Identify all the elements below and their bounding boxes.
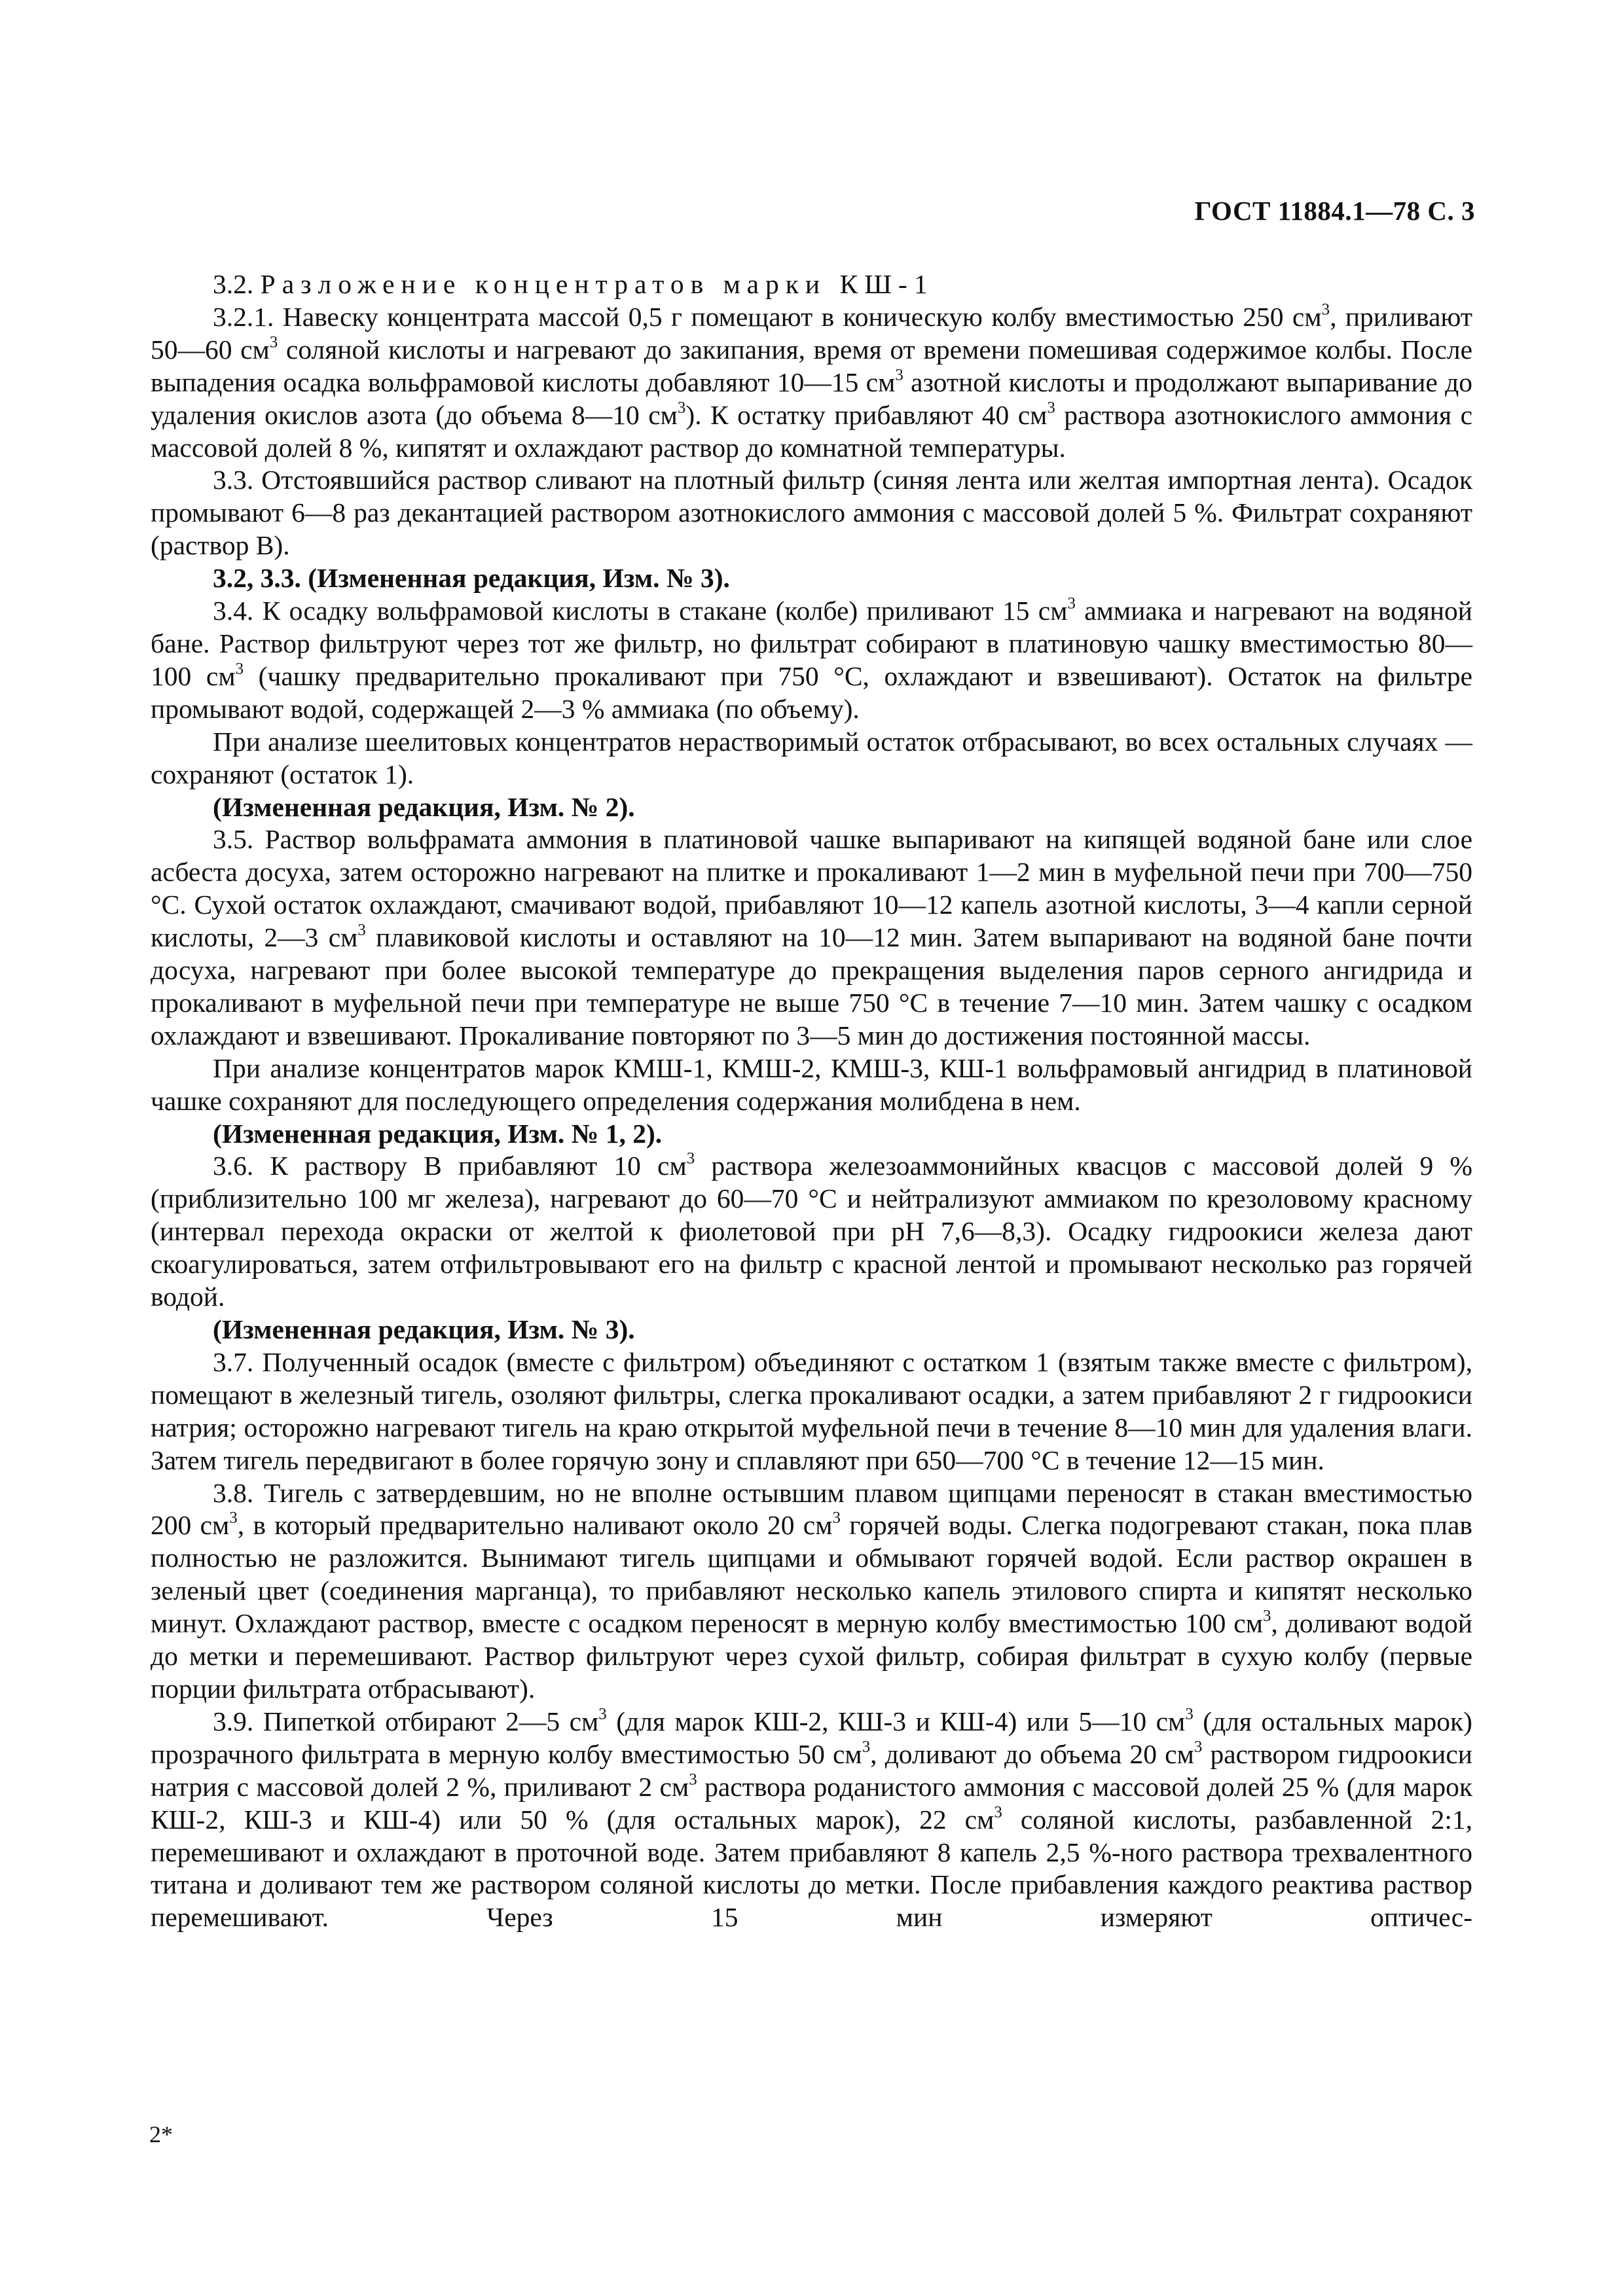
paragraph-3-3: 3.3. Отстоявшийся раствор сливают на плотный фильтр (синяя лента или желтая импортная лента). Осадок промывают 6—8 раз декантацией раствором азотнокислого аммония с массовой долей 5 %. Фильтрат сохраняют (раствор В). xyxy=(151,465,1472,561)
paragraph-3-4: 3.4. К осадку вольфрамовой кислоты в стакане (колбе) приливают 15 $см^3$ аммиака и нагревают на водяной бане. Раствор фильтруют через тот же фильтр, но фильтрат собирают в платиновую чашку вместимостью 80—100 $см^3$ (чашку предварительно прокаливают при 750 °С, охлаждают и взвешивают). Остаток на фильтре промывают водой, содержащей 2—3 % аммиака (по объему). xyxy=(151,594,1473,724)
amendment-note: (Измененная редакция, Изм. № 1, 2). xyxy=(213,1118,663,1149)
amendment-note: (Измененная редакция, Изм. № 2). xyxy=(213,791,635,822)
page-header: ГОСТ 11884.1—78 С. 3 xyxy=(1194,196,1475,226)
paragraph-3-5: 3.5. Раствор вольфрамата аммония в платиновой чашке выпаривают на кипящей водяной бане или слое асбеста досуха, затем осторожно нагревают на плитке и прокаливают 1—2 мин в муфельной печи при 700—750 °С. Сухой остаток охлаждают, смачивают водой, прибавляют 10—12 капель азотной кислоты, 3—4 капли серной кислоты, 2—3 $см^3$ плавиковой кислоты и оставляют на 10—12 мин. Затем выпаривают на водяной бане почти досуха, нагревают при более высокой температуре до прекращения выделения паров серного ангидрида и прокаливают в муфельной печи при температуре не выше 750 °С в течение 7—10 мин. Затем чашку с осадком охлаждают и взвешивают. Прокаливание повторяют по 3—5 мин до достижения постоянной массы. xyxy=(151,824,1473,1050)
paragraph-3-4-scheelite: При анализе шеелитовых концентратов нерастворимый остаток отбрасывают, во всех остальных случаях — сохраняют (остаток 1). xyxy=(151,726,1472,789)
amendment-note: (Измененная редакция, Изм. № 3). xyxy=(213,1314,635,1344)
paragraph-3-7: 3.7. Полученный осадок (вместе с фильтром) объединяют с остатком 1 (взятым также вместе с фильтром), помещают в железный тигель, озоляют фильтры, слегка прокаливают осадки, а затем прибавляют 2 г гидроокиси натрия; осторожно нагревают тигель на краю открытой муфельной печи в течение 8—10 мин для удаления влаги. Затем тигель передвигают в более горячую зону и сплавляют при 650—700 °С в течение 12—15 мин. xyxy=(151,1346,1472,1475)
paragraph-3-8: 3.8. Тигель с затвердевшим, но не вполне остывшим плавом щипцами переносят в стакан вместимостью 200 $см^3$, в который предварительно наливают около 20 $см^3$ горячей воды. Слегка подогревают стакан, пока плав полностью не разложится. Вынимают тигель щипцами и обмывают горячей водой. Если раствор окрашен в зеленый цвет (соединения марганца), то прибавляют несколько капель этилового спирта и кипятят несколько минут. Охлаждают раствор, вместе с осадком переносят в мерную колбу вместимостью 100 $см^3$, доливают водой до метки и перемешивают. Раствор фильтруют через сухой фильтр, собирая фильтрат в сухую колбу (первые порции фильтрата отбрасывают). xyxy=(151,1477,1472,1704)
document-body xyxy=(151,268,1472,1934)
paragraph-3-5-kmsh: При анализе концентратов марок КМШ-1, КМШ-2, КМШ-3, КШ-1 вольфрамовый ангидрид в платиновой чашке сохраняют для последующего определения содержания молибдена в нем. xyxy=(151,1052,1472,1116)
amendment-note: 3.2, 3.3. (Измененная редакция, Изм. № 3). xyxy=(213,563,730,594)
paragraph-3-6: 3.6. К раствору В прибавляют 10 $см^3$ раствора железоаммонийных квасцов с массовой долей 9 % (приблизительно 100 мг железа), нагревают до 60—70 °С и нейтрализуют аммиаком по крезоловому красному (интервал перехода окраски от желтой к фиолетовой при рН 7,6—8,3). Осадку гидроокиси железа дают скоагулироваться, затем отфильтровывают его на фильтр с красной лентой и промывают несколько раз горячей водой. xyxy=(151,1150,1472,1312)
paragraph-3-2-1: 3.2.1. Навеску концентрата массой 0,5 г помещают в коническую колбу вместимостью 250 $см^3$, приливают 50—60 $см^3$ соляной кислоты и нагревают до закипания, время от времени помешивая содержимое колбы. После выпадения осадка вольфрамовой кислоты добавляют 10—15 $см^3$ азотной кислоты и продолжают выпаривание до удаления окислов азота (до объема 8—10 $см^3$). К остатку прибавляют 40 $см^3$ раствора азотнокислого аммония с массовой долей 8 %, кипятят и охлаждают раствор до комнатной температуры. xyxy=(151,300,1473,463)
page-footer: 2* xyxy=(149,2121,173,2147)
section-3-2-heading: 3.2. Разложение концентратов марки КШ-1 xyxy=(213,269,934,299)
paragraph-3-9: 3.9. Пипеткой отбирают 2—5 $см^3$ (для марок КШ-2, КШ-3 и КШ-4) или 5—10 $см^3$ (для остальных марок) прозрачного фильтрата в мерную колбу вместимостью 50 $см^3$, доливают до объема 20 $см^3$ раствором гидроокиси натрия с массовой долей 2 %, приливают 2 $см^3$ раствора роданистого аммония с массовой долей 25 % (для марок КШ-2, КШ-3 и КШ-4) или 50 % (для остальных марок), 22 $см^3$ соляной кислоты, разбавленной 2:1, перемешивают и охлаждают в проточной воде. Затем прибавляют 8 капель 2,5 %-ного раствора трехвалентного титана и доливают тем же раствором соляной кислоты до метки. После прибавления каждого реактива раствор перемешивают. Через 15 мин измеряют оптичес- xyxy=(151,1705,1473,1933)
